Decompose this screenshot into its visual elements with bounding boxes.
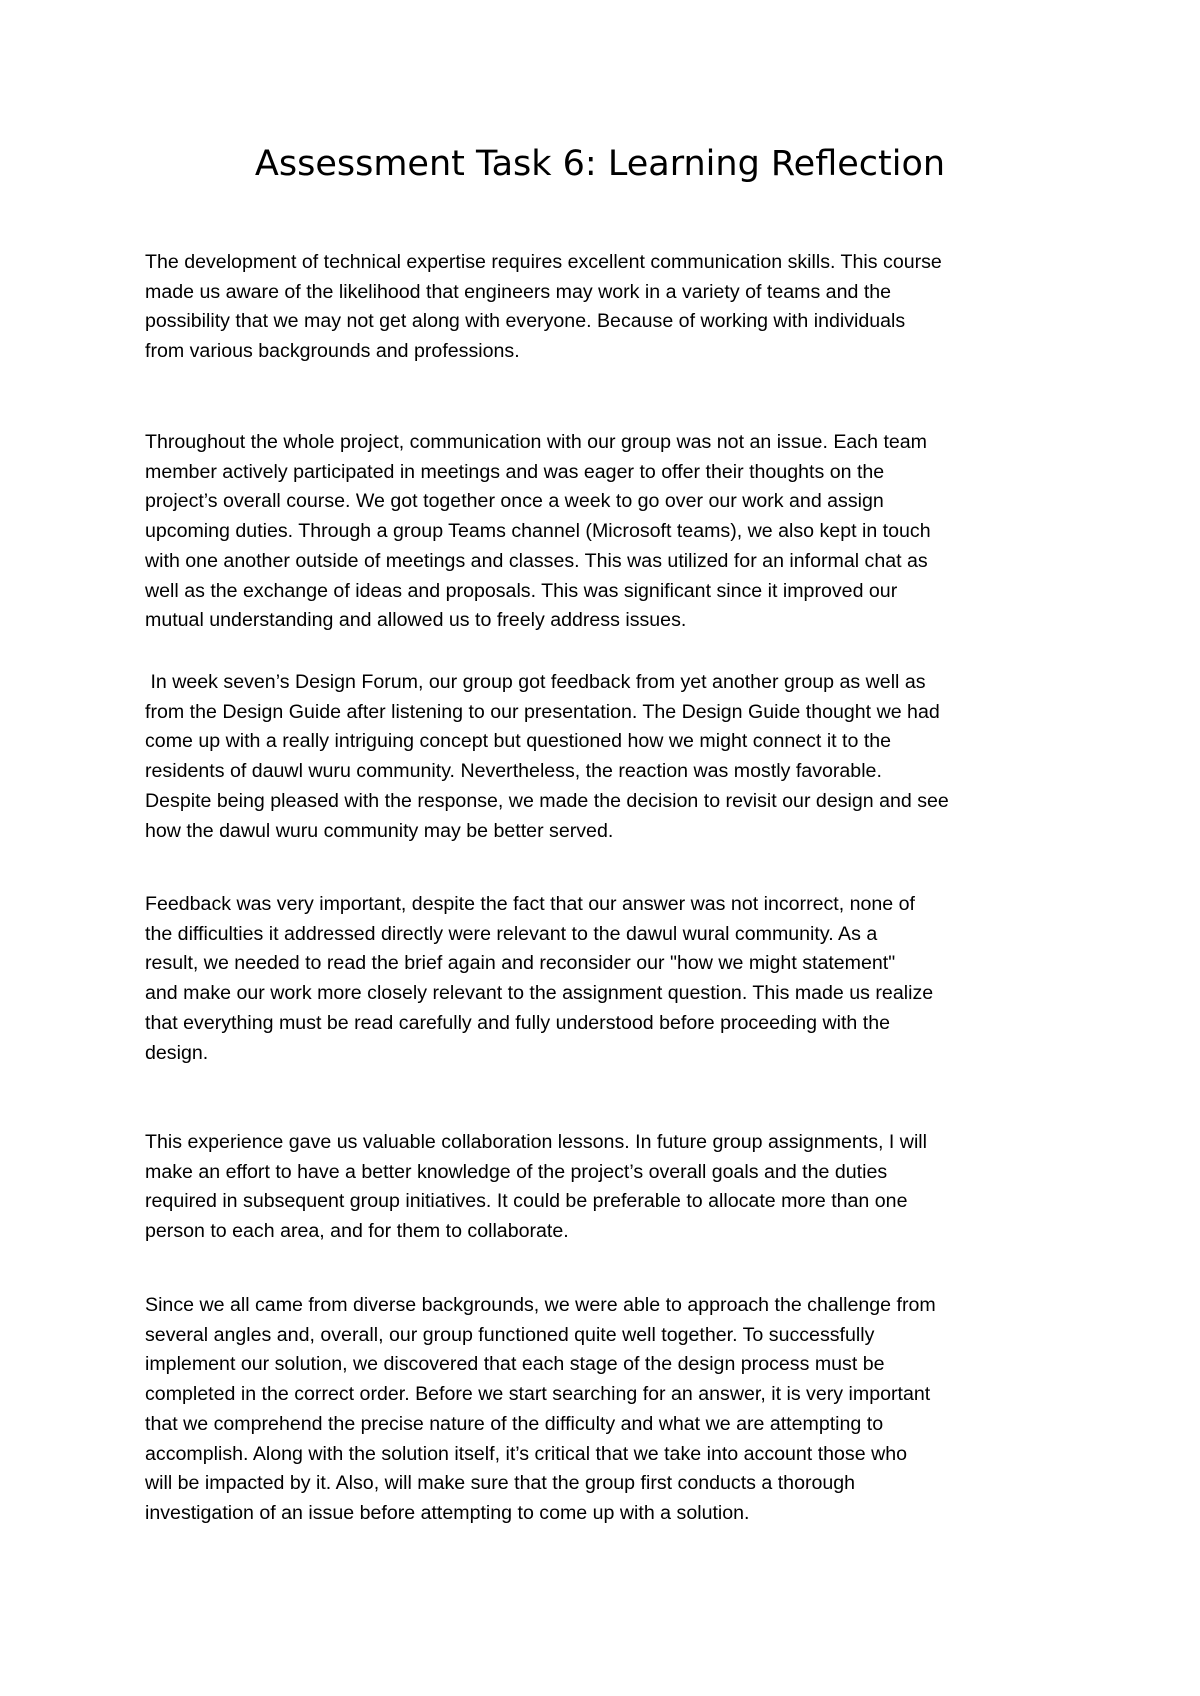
text-line: well as the exchange of ideas and proposals. This was significant since it improved our — [145, 579, 898, 602]
text-line: person to each area, and for them to collaborate. — [145, 1220, 569, 1243]
text-line: member actively participated in meetings and was eager to offer their thoughts on the — [145, 460, 885, 483]
text-line: residents of dauwl wuru community. Nevertheless, the reaction was mostly favorable. — [145, 760, 882, 783]
text-line: accomplish. Along with the solution itself, it’s critical that we take into account those who — [145, 1442, 908, 1465]
text-line: Since we all came from diverse backgrounds, we were able to approach the challenge from — [145, 1294, 936, 1316]
paragraph — [145, 248, 1070, 367]
text-line: The development of technical expertise requires excellent communication skills. This course — [145, 251, 942, 273]
text-line: and make our work more closely relevant to the assignment question. This made us realize — [145, 982, 934, 1005]
text-line: required in subsequent group initiatives. It could be preferable to allocate more than one — [145, 1190, 908, 1213]
page-title: Assessment Task 6: Learning Reflection — [254, 144, 946, 184]
text-line: completed in the correct order. Before we start searching for an answer, it is very important — [145, 1383, 931, 1406]
paragraph — [145, 668, 1070, 846]
text-line: will be impacted by it. Also, will make sure that the group first conducts a thorough — [145, 1472, 856, 1495]
text-line: with one another outside of meetings and classes. This was utilized for an informal chat as — [145, 549, 928, 572]
text-line: implement our solution, we discovered that each stage of the design process must be — [145, 1353, 885, 1376]
paragraph — [145, 1291, 1070, 1529]
text-line: In week seven’s Design Forum, our group got feedback from yet another group as well as — [145, 671, 926, 693]
text-line: Throughout the whole project, communication with our group was not an issue. Each team — [145, 431, 927, 453]
text-line: possibility that we may not get along with everyone. Because of working with individuals — [145, 310, 906, 333]
text-line: investigation of an issue before attempting to come up with a solution. — [145, 1501, 750, 1524]
text-line: that we comprehend the precise nature of the difficulty and what we are attempting to — [145, 1412, 884, 1435]
paragraph — [145, 428, 1070, 636]
text-line: from various backgrounds and professions. — [145, 340, 520, 363]
text-line: from the Design Guide after listening to our presentation. The Design Guide thought we had — [145, 700, 940, 723]
text-line: Despite being pleased with the response, we made the decision to revisit our design and see — [145, 789, 949, 812]
paragraph — [145, 1128, 1070, 1247]
text-line: made us aware of the likelihood that engineers may work in a variety of teams and the — [145, 280, 892, 303]
text-line: Feedback was very important, despite the fact that our answer was not incorrect, none of — [145, 893, 915, 915]
text-line: make an effort to have a better knowledge of the project’s overall goals and the duties — [145, 1160, 888, 1183]
text-line: several angles and, overall, our group functioned quite well together. To successfully — [145, 1323, 875, 1346]
text-line: upcoming duties. Through a group Teams channel (Microsoft teams), we also kept in touch — [145, 520, 931, 543]
text-line: mutual understanding and allowed us to freely address issues. — [145, 609, 687, 632]
text-line: project’s overall course. We got together once a week to go over our work and assign — [145, 490, 884, 513]
text-line: This experience gave us valuable collaboration lessons. In future group assignments, I will — [145, 1131, 927, 1153]
text-line: the difficulties it addressed directly were relevant to the dawul wural community. As a — [145, 922, 878, 945]
text-line: result, we needed to read the brief again and reconsider our "how we might statement" — [145, 952, 896, 975]
text-line: design. — [145, 1041, 209, 1064]
text-line: that everything must be read carefully and fully understood before proceeding with the — [145, 1011, 891, 1034]
text-line: how the dawul wuru community may be better served. — [145, 819, 614, 842]
paragraph — [145, 890, 1070, 1068]
text-line: come up with a really intriguing concept but questioned how we might connect it to the — [145, 730, 892, 753]
